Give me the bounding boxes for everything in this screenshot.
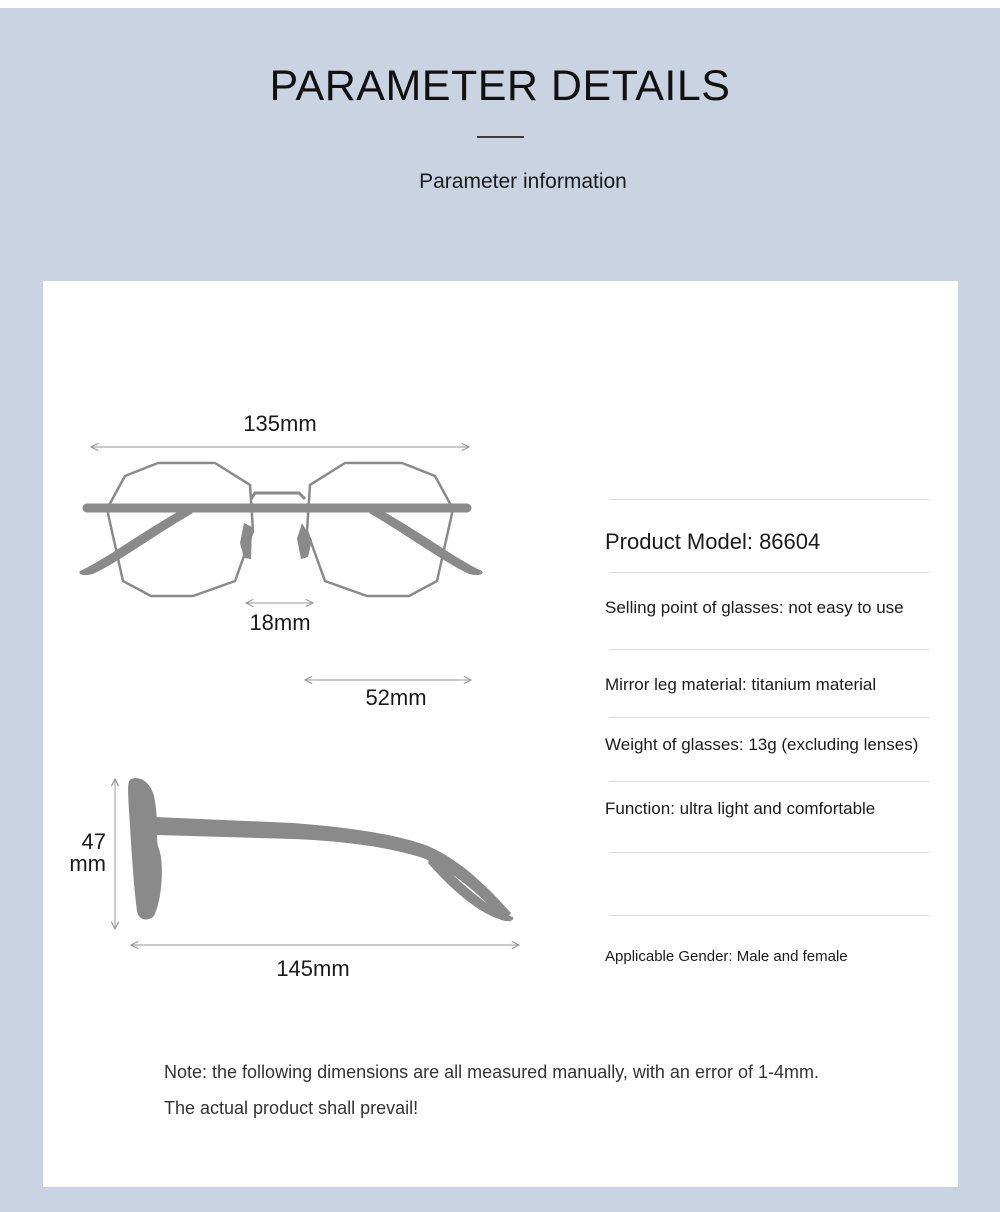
front-width-label: 135mm [243, 411, 317, 436]
lens-height-value: 47 [81, 829, 106, 854]
spec-leg-material: Mirror leg material: titanium material [605, 675, 877, 694]
bridge-width-label: 18mm [249, 610, 311, 635]
note-line-2: The actual product shall prevail! [164, 1098, 419, 1118]
title-underline [477, 136, 524, 138]
glasses-diagram [43, 281, 583, 1001]
page-title: PARAMETER DETAILS [269, 62, 731, 110]
spec-divider [609, 499, 929, 500]
temple-length-label: 145mm [276, 956, 350, 981]
parameter-card [43, 281, 958, 1187]
lens-height-unit: mm [69, 851, 106, 876]
spec-divider [609, 649, 929, 650]
note-line-1: Note: the following dimensions are all measured manually, with an error of 1-4mm. [164, 1062, 819, 1082]
glasses-side-view [128, 778, 513, 921]
lens-width-label: 52mm [365, 685, 427, 710]
spec-function: Function: ultra light and comfortable [605, 799, 876, 818]
top-strip [0, 0, 1000, 8]
spec-model: Product Model: 86604 [605, 529, 821, 554]
spec-divider [609, 852, 929, 853]
spec-divider [609, 781, 929, 782]
spec-divider [609, 572, 929, 573]
spec-weight: Weight of glasses: 13g (excluding lenses) [605, 735, 919, 754]
page-subtitle: Parameter information [419, 170, 627, 193]
spec-divider [609, 717, 929, 718]
glasses-front-view [79, 463, 482, 596]
spec-gender: Applicable Gender: Male and female [605, 948, 848, 965]
spec-divider [609, 915, 929, 916]
spec-selling-point: Selling point of glasses: not easy to use [605, 598, 904, 617]
